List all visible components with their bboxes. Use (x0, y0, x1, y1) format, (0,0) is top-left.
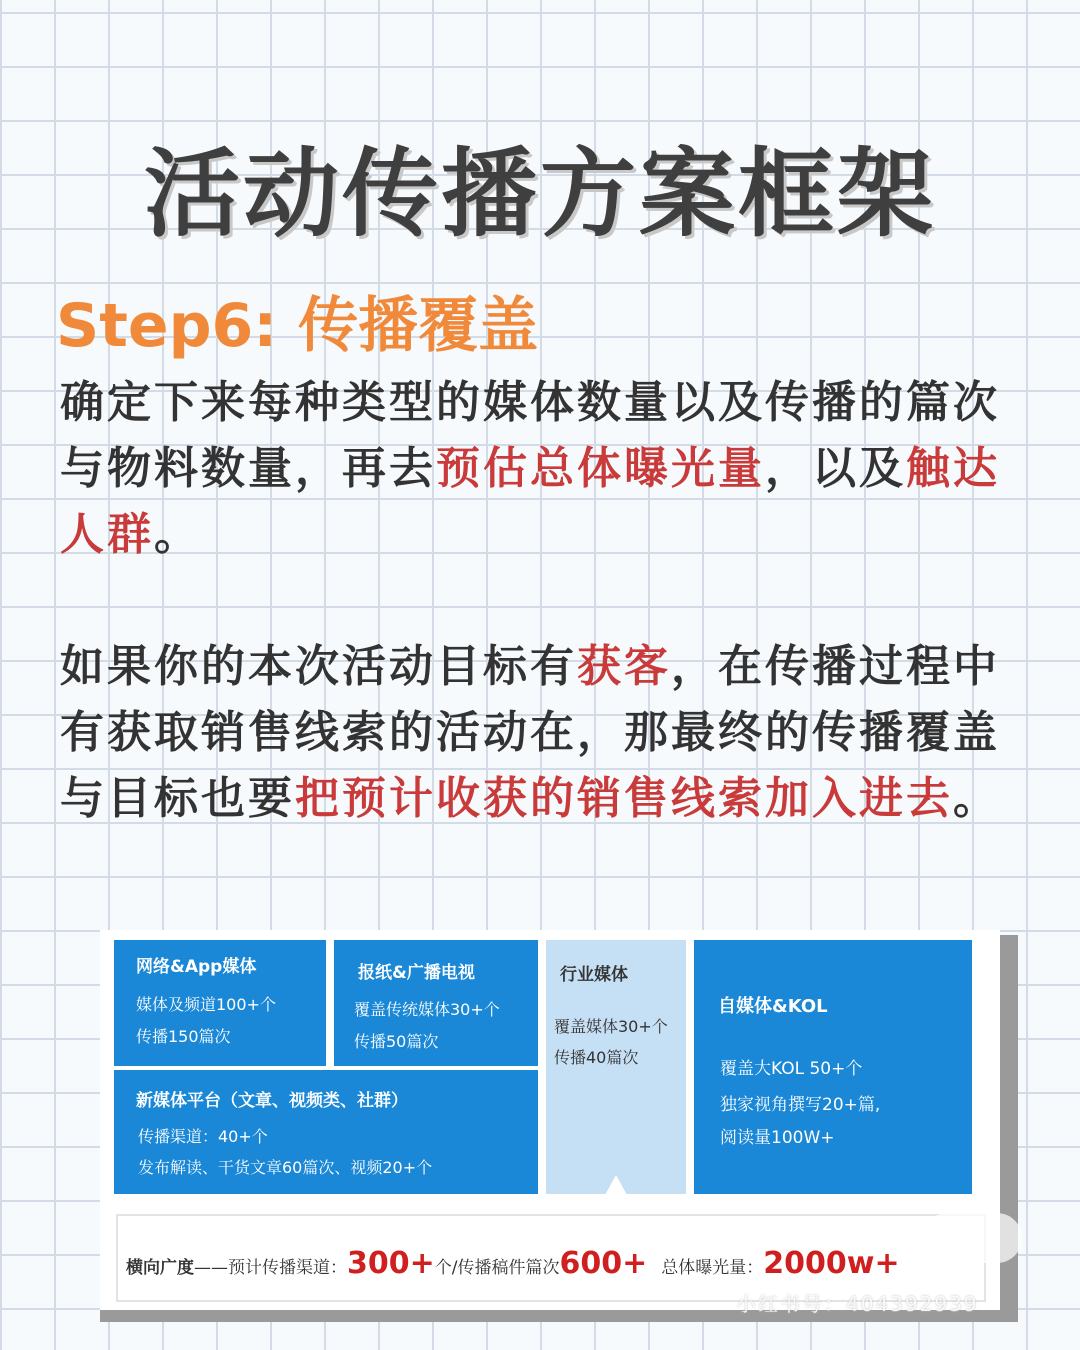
para2-text-e: 。 (953, 773, 1000, 824)
box-line: 媒体及频道100+个 (136, 995, 276, 1014)
summary-row (126, 1246, 900, 1281)
para1-text-e: 。 (154, 509, 201, 560)
summary-text-channels: 预计传播渠道： (228, 1258, 347, 1278)
summary-text-articles: 个/传播稿件篇次 (434, 1258, 560, 1278)
box-self-media-kol (694, 940, 972, 1194)
para2-highlight-acquisition: 获客 (577, 641, 671, 692)
para1-highlight-exposure: 预估总体曝光量 (436, 443, 765, 494)
box-line: 传播渠道：40+个 (138, 1127, 268, 1146)
para1-highlight-audience: 触达人群 (60, 443, 1000, 560)
box-line: 独家视角撰写20+篇, (720, 1095, 881, 1115)
box-title: 自媒体&KOL (718, 996, 828, 1017)
para1-text-a: 确定下来每种类型的媒体数量以及传播的篇次与物料数量，再去 (60, 377, 1000, 494)
box-industry-media (546, 940, 686, 1194)
diagram-panel (100, 930, 1000, 1310)
para1-text-c: ，以及 (765, 443, 906, 494)
box-title: 行业媒体 (560, 965, 628, 985)
box-title: 新媒体平台（文章、视频类、社群） (136, 1091, 408, 1111)
summary-value-articles: 600+ (559, 1246, 648, 1281)
summary-label: 横向广度 (126, 1258, 194, 1278)
watermark-text: 小红书号：404392939 (736, 1292, 979, 1316)
step-heading: Step6: 传播覆盖 (56, 291, 539, 361)
summary-dash: —— (194, 1258, 228, 1278)
page-title: 活动传播方案框架 (144, 138, 936, 250)
box-title: 报纸&广播电视 (358, 963, 475, 983)
box-new-media-platforms (114, 1070, 538, 1194)
box-line: 覆盖传统媒体30+个 (354, 1000, 500, 1019)
box-line: 覆盖大KOL 50+个 (720, 1059, 863, 1079)
box-line: 传播40篇次 (554, 1048, 639, 1067)
paragraph-1 (60, 370, 1020, 568)
para2-text-a: 如果你的本次活动目标有 (60, 641, 577, 692)
box-title: 网络&App媒体 (136, 957, 257, 977)
para2-text-c: ，在传播过程中有获取销售线索的活动在，那最终的传播覆盖与目标也要 (60, 641, 1000, 824)
diagram-shadow-right (1000, 935, 1018, 1321)
box-online-app-media (114, 940, 326, 1066)
summary-text-exposure: 总体曝光量： (661, 1258, 764, 1278)
para2-highlight-leads: 把预计收获的销售线索加入进去 (295, 773, 953, 824)
summary-value-channels: 300+ (347, 1246, 435, 1281)
pointer-arrow (605, 1175, 627, 1195)
box-line: 传播150篇次 (136, 1027, 231, 1046)
media-coverage-diagram (100, 930, 1020, 1322)
watermark-logo (922, 1213, 1022, 1263)
box-line: 发布解读、干货文章60篇次、视频20+个 (138, 1158, 433, 1177)
paragraph-2 (60, 634, 1020, 832)
box-line: 传播50篇次 (354, 1032, 439, 1051)
summary-value-exposure: 2000w+ (763, 1246, 900, 1281)
box-line: 阅读量100W+ (720, 1128, 835, 1148)
box-line: 覆盖媒体30+个 (554, 1017, 668, 1036)
box-newspaper-broadcast (334, 940, 538, 1066)
